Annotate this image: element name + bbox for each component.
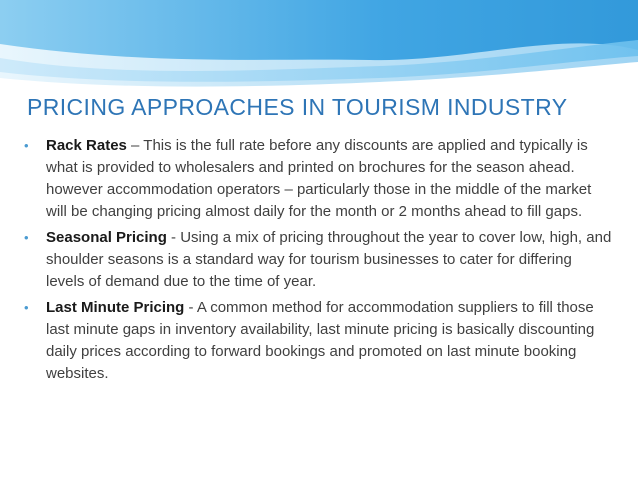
bullet-text: - A common method for accommodation suppliers to fill those last minute gaps in inventory availability, last minute pricing is basically discounting daily prices according to forward bookings and promoted on last minute booking websites. (46, 299, 595, 382)
bullet-icon: • (24, 230, 29, 245)
bullet-term: Seasonal Pricing (46, 229, 167, 246)
bullet-icon: • (24, 138, 29, 153)
bullet-term: Last Minute Pricing (46, 299, 185, 316)
bullet-rack-rates (22, 135, 612, 223)
bullet-last-minute-pricing (22, 297, 612, 385)
bullet-text: – This is the full rate before any discounts are applied and typically is what is provided to wholesalers and printed on brochures for the season ahead. however accommodation operators – particularly those in the middle of the market will be changing pricing almost daily for the month or 2 months ahead to fill gaps. (46, 137, 592, 220)
bullet-seasonal-pricing (22, 227, 612, 293)
header-wave-banner (0, 0, 638, 92)
slide-title: PRICING APPROACHES IN TOURISM INDUSTRY (27, 94, 568, 120)
bullet-icon: • (24, 300, 29, 315)
bullet-text: - Using a mix of pricing throughout the year to cover low, high, and shoulder seasons is a standard way for tourism businesses to cater for differing levels of demand due to the time of year. (46, 229, 612, 290)
bullet-list (22, 135, 612, 389)
bullet-term: Rack Rates (46, 137, 127, 154)
